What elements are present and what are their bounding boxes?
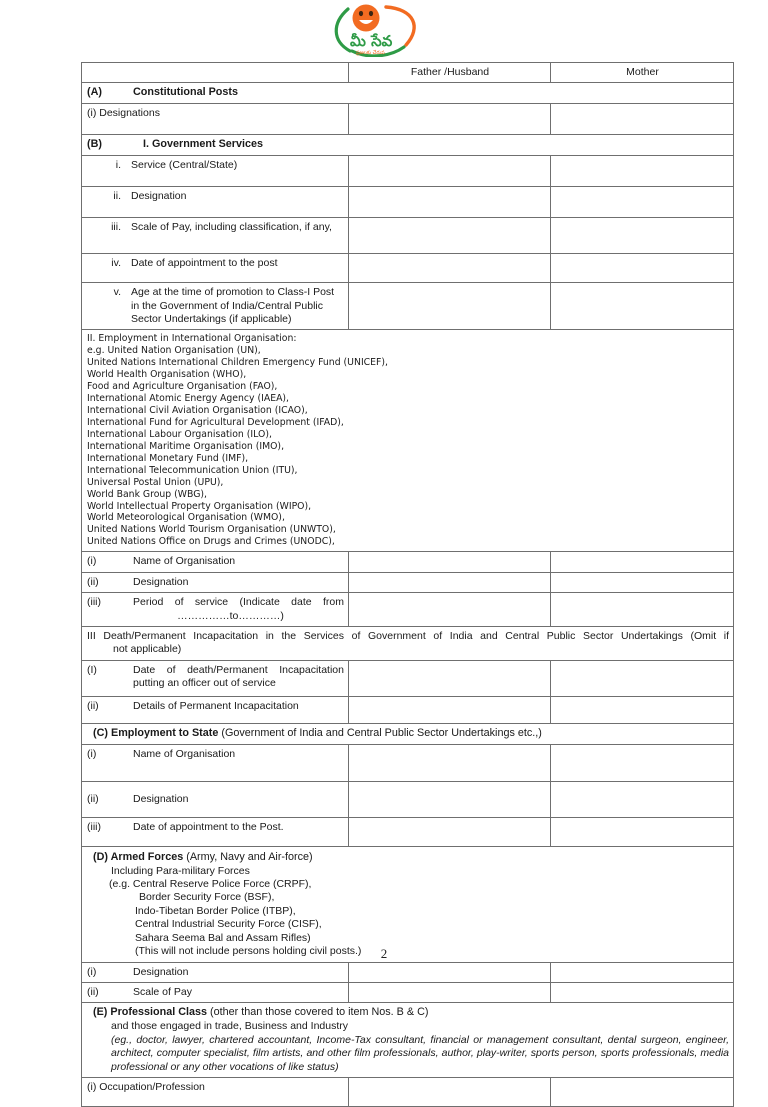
section-d-line: (e.g. Central Reserve Police Force (CRPF), — [109, 877, 312, 890]
part-ii-heading: II. Employment in International Organisation: — [87, 333, 297, 345]
header-mother: Mother — [551, 63, 734, 83]
row-date-of-appointment — [82, 254, 349, 283]
intl-org-item: International Telecommunication Union (ITU), — [87, 464, 298, 476]
intl-org-item: Universal Postal Union (UPU), — [87, 476, 224, 488]
part-iii-heading-row — [82, 627, 734, 661]
international-organisation-row — [82, 330, 734, 552]
row-number: (iii) — [87, 820, 101, 833]
row-number: (iii) — [87, 596, 101, 609]
section-a-heading-row — [82, 83, 734, 104]
international-organisation-block — [82, 330, 734, 552]
row-number: i. — [115, 159, 121, 172]
row-number: v. — [113, 286, 121, 299]
smiley-face-icon — [353, 5, 380, 32]
input-cell-father[interactable] — [349, 283, 551, 330]
input-cell-mother[interactable] — [551, 744, 734, 781]
section-d-letter: (D) — [93, 850, 108, 863]
row-label: Designation — [133, 575, 189, 588]
row-number: (i) — [87, 747, 97, 760]
header-blank-cell — [82, 63, 349, 83]
section-e-heading — [87, 1006, 729, 1020]
logo-tagline: ప్రజలకు చేరువ — [356, 50, 385, 56]
section-e-letter: (E) — [93, 1006, 108, 1019]
section-c-title: Employment to State — [111, 726, 219, 739]
input-cell-father[interactable] — [349, 962, 551, 982]
input-cell-father[interactable] — [349, 1078, 551, 1107]
input-cell-mother[interactable] — [551, 1078, 734, 1107]
intl-org-item: International Civil Aviation Organisation (ICAO), — [87, 405, 308, 416]
input-cell-mother[interactable] — [551, 593, 734, 627]
section-d-line: Central Industrial Security Force (CISF), — [135, 918, 322, 931]
section-b-title: I. Government Services — [143, 138, 264, 151]
section-b-letter: (B) — [87, 138, 102, 151]
logo-container — [0, 0, 768, 58]
input-cell-father[interactable] — [349, 817, 551, 846]
row-c-designation — [82, 781, 349, 817]
row-number: ii. — [113, 190, 121, 203]
table-row — [82, 696, 734, 723]
row-label: Designation — [133, 965, 189, 978]
section-d-line: Indo-Tibetan Border Police (ITBP), — [135, 904, 296, 917]
row-label: Scale of Pay — [133, 986, 192, 998]
row-number: iii. — [111, 221, 121, 234]
mee-seva-logo — [334, 1, 434, 57]
section-e-block — [82, 1003, 734, 1078]
table-row — [82, 1078, 734, 1107]
section-c-heading — [82, 723, 734, 744]
section-e-heading-row — [82, 1003, 734, 1078]
input-cell-father[interactable] — [349, 156, 551, 187]
row-label: Date of death/Permanent Incapacitation putting an officer out of service — [133, 663, 344, 690]
section-e-line2: and those engaged in trade, Business and Industry — [111, 1020, 348, 1033]
table-row — [82, 781, 734, 817]
row-number: (ii) — [87, 575, 99, 588]
table-row — [82, 104, 734, 135]
section-d-heading-row — [82, 846, 734, 962]
section-d-line: (This will not include persons holding civil posts.) — [135, 945, 362, 958]
input-cell-mother[interactable] — [551, 781, 734, 817]
row-period-of-service — [82, 593, 349, 627]
table-row — [82, 983, 734, 1003]
table-row — [82, 660, 734, 696]
row-label-line2: ……………to…………) — [177, 609, 284, 622]
input-cell-father[interactable] — [349, 254, 551, 283]
input-cell-father[interactable] — [349, 593, 551, 627]
section-a-title: Constitutional Posts — [133, 86, 238, 99]
input-cell-mother[interactable] — [551, 817, 734, 846]
section-c-heading-row — [82, 723, 734, 744]
intl-org-item: International Labour Organisation (ILO), — [87, 428, 272, 440]
row-label: Date of appointment to the Post. — [133, 820, 284, 833]
input-cell-mother[interactable] — [551, 283, 734, 330]
table-row — [82, 572, 734, 592]
section-e-italic-note: (eg., doctor, lawyer, chartered accountant, Income-Tax consultant, financial or management consultant, dental surgeon, engineer, architect, computer specialist, film artists, and other film professionals, author, play-writer, sports person, sports professionals, media professional or any other vocations of like status) — [111, 1033, 729, 1073]
row-label: Scale of Pay, including classification, if any, — [131, 221, 332, 234]
part-iii-heading-line2: not applicable) — [113, 643, 182, 656]
input-cell-father[interactable] — [349, 104, 551, 135]
table-header-row — [82, 63, 734, 83]
table-row — [82, 817, 734, 846]
table-row — [82, 283, 734, 330]
input-cell-father[interactable] — [349, 696, 551, 723]
section-d-title: Armed Forces — [110, 850, 184, 863]
input-cell-father[interactable] — [349, 572, 551, 592]
intl-org-item: World Intellectual Property Organisation (WIPO), — [87, 500, 312, 512]
row-designations-label: (i) Designations — [82, 104, 349, 135]
row-number: (ii) — [87, 986, 99, 998]
intl-org-item: World Bank Group (WBG), — [87, 488, 207, 500]
table-row — [82, 962, 734, 982]
section-e-title: Professional Class — [110, 1006, 208, 1019]
input-cell-father[interactable] — [349, 552, 551, 572]
input-cell-mother[interactable] — [551, 156, 734, 187]
row-occupation-profession: (i) Occupation/Profession — [82, 1078, 349, 1107]
section-d-line: Sahara Seema Bal and Assam Rifles) — [135, 931, 311, 944]
table-row — [82, 593, 734, 627]
row-d-designation — [82, 962, 349, 982]
part-iii-heading — [82, 627, 734, 661]
logo-wordmark: మీ సేవ — [350, 32, 393, 50]
row-d-scale-of-pay — [82, 983, 349, 1003]
row-c-date-of-appointment — [82, 817, 349, 846]
input-cell-mother[interactable] — [551, 572, 734, 592]
page-number: 2 — [380, 946, 388, 961]
row-number: (i) — [87, 555, 97, 568]
table-row — [82, 187, 734, 218]
row-label: Service (Central/State) — [131, 159, 238, 172]
table-row — [82, 156, 734, 187]
input-cell-mother[interactable] — [551, 187, 734, 218]
row-label: Name of Organisation — [133, 555, 236, 568]
input-cell-mother[interactable] — [551, 254, 734, 283]
intl-org-item: International Fund for Agricultural Development (IFAD), — [87, 416, 344, 428]
row-label: Details of Permanent Incapacitation — [133, 699, 299, 712]
row-scale-of-pay — [82, 218, 349, 254]
input-cell-mother[interactable] — [551, 983, 734, 1003]
intl-org-item: International Maritime Organisation (IMO), — [87, 440, 285, 452]
intl-org-item: World Health Organisation (WHO), — [87, 369, 247, 381]
row-label: Period of service (Indicate date from — [133, 596, 344, 609]
input-cell-mother[interactable] — [551, 962, 734, 982]
section-c-letter: (C) — [93, 726, 108, 739]
row-label: Designation — [131, 190, 187, 203]
input-cell-mother[interactable] — [551, 660, 734, 696]
table-row — [82, 744, 734, 781]
input-cell-father[interactable] — [349, 781, 551, 817]
row-number: iv. — [111, 257, 121, 270]
section-e-subtitle: (other than those covered to item Nos. B & C) — [210, 1006, 429, 1019]
section-d-heading — [87, 851, 729, 865]
input-cell-mother[interactable] — [551, 218, 734, 254]
input-cell-father[interactable] — [349, 660, 551, 696]
row-name-of-organisation — [82, 552, 349, 572]
input-cell-father[interactable] — [349, 187, 551, 218]
row-designation — [82, 187, 349, 218]
section-a-letter: (A) — [87, 86, 102, 99]
row-age-at-promotion — [82, 283, 349, 330]
row-designation-intl — [82, 572, 349, 592]
table-row — [82, 254, 734, 283]
row-c-name-of-organisation — [82, 744, 349, 781]
row-details-incapacitation — [82, 696, 349, 723]
intl-org-item: United Nations International Children Emergency Fund (UNICEF), — [87, 357, 388, 369]
table-row — [82, 552, 734, 572]
intl-org-item: International Monetary Fund (IMF), — [87, 452, 249, 464]
input-cell-father[interactable] — [349, 983, 551, 1003]
header-father-husband: Father /Husband — [349, 63, 551, 83]
intl-org-item: International Atomic Energy Agency (IAEA), — [87, 393, 290, 405]
section-d-line: Border Security Force (BSF), — [139, 891, 275, 904]
intl-org-item: United Nations Office on Drugs and Crimes (UNODC), — [87, 536, 335, 548]
part-iii-heading-line1: III Death/Permanent Incapacitation in the Services of Government of India and Central Public Sector Undertakings (Omit if — [87, 630, 729, 642]
row-date-of-death — [82, 660, 349, 696]
intl-org-item: United Nations World Tourism Organisation (UNWTO), — [87, 524, 336, 536]
row-number: (i) — [87, 965, 97, 978]
input-cell-mother[interactable] — [551, 104, 734, 135]
input-cell-mother[interactable] — [551, 552, 734, 572]
row-label: Name of Organisation — [133, 747, 236, 760]
row-label: Designation — [133, 792, 189, 805]
section-d-block — [82, 846, 734, 962]
table-row — [82, 218, 734, 254]
row-label: Age at the time of promotion to Class-I Post in the Government of India/Central Public Sector Undertakings (if applicable) — [131, 286, 335, 325]
intl-org-item: World Meteorological Organisation (WMO), — [87, 512, 285, 524]
section-d-line: Including Para-military Forces — [111, 864, 250, 877]
row-number: (ii) — [87, 792, 99, 805]
input-cell-father[interactable] — [349, 218, 551, 254]
section-c-subtitle: (Government of India and Central Public Sector Undertakings etc.,) — [221, 726, 542, 739]
section-b-heading-row — [82, 135, 734, 156]
intl-org-item: Food and Agriculture Organisation (FAO), — [87, 381, 278, 393]
input-cell-father[interactable] — [349, 744, 551, 781]
section-a-heading — [82, 83, 734, 104]
row-number: (ii) — [87, 699, 99, 712]
intl-org-item: e.g. United Nation Organisation (UN), — [87, 345, 261, 357]
row-number: (I) — [87, 663, 97, 676]
row-label: Date of appointment to the post — [131, 257, 278, 270]
section-d-subtitle: (Army, Navy and Air-force) — [186, 850, 313, 863]
row-service-central-state — [82, 156, 349, 187]
section-b-heading — [82, 135, 734, 156]
input-cell-mother[interactable] — [551, 696, 734, 723]
